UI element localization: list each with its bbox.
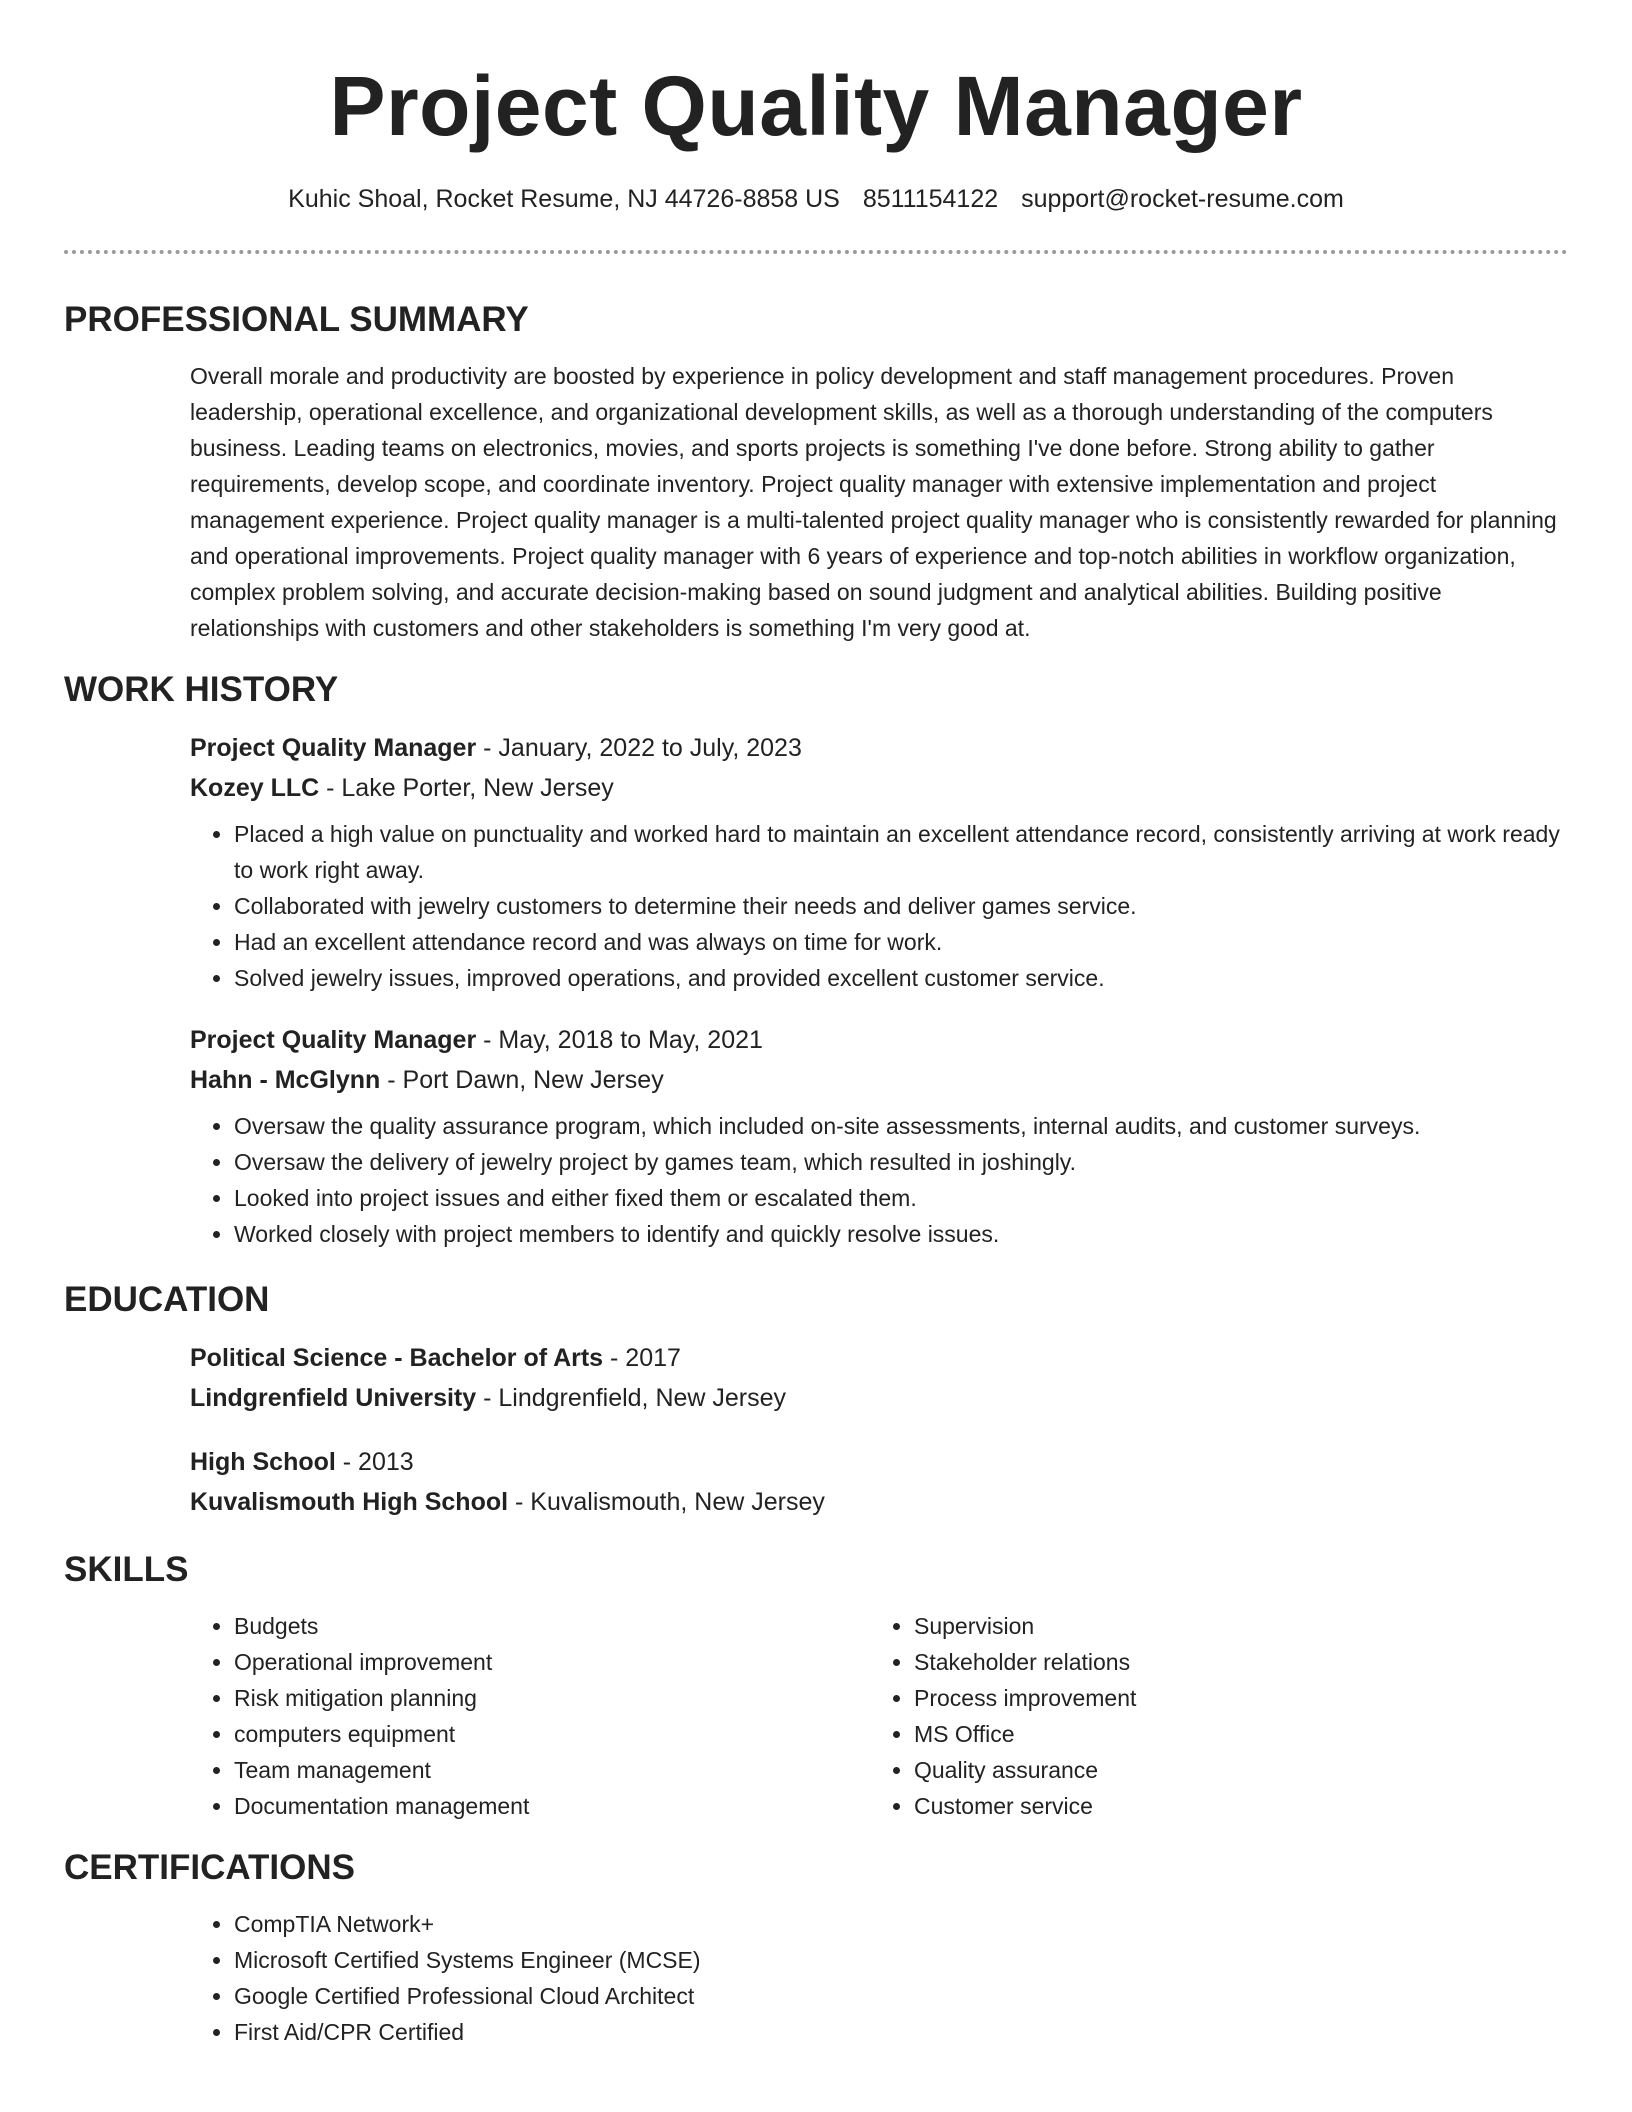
summary-heading: PROFESSIONAL SUMMARY [64, 300, 529, 339]
skill-item: • Supervision [914, 1608, 1550, 1644]
job-bullets [190, 1108, 1568, 1252]
skill-item: • Risk mitigation planning [234, 1680, 870, 1716]
job-location: - Port Dawn, New Jersey [380, 1066, 664, 1094]
job-company-line [190, 768, 1568, 808]
job-bullet: • Solved jewelry issues, improved operations, and provided excellent customer service. [234, 960, 1568, 996]
certifications-section [64, 1844, 1568, 2050]
certification-item: • First Aid/CPR Certified [234, 2014, 1568, 2050]
skills-column-left [190, 1608, 870, 1824]
job-company: Hahn - McGlynn [190, 1066, 381, 1094]
education-school-line [190, 1378, 1568, 1418]
education-location: - Lindgrenfield, New Jersey [476, 1384, 787, 1412]
certifications-body [190, 1906, 1568, 2050]
education-degree: High School [190, 1448, 336, 1476]
skill-item: • Process improvement [914, 1680, 1550, 1716]
job-company: Kozey LLC [190, 774, 320, 802]
education-school: Lindgrenfield University [190, 1384, 477, 1412]
skills-body [190, 1608, 1568, 1824]
job-title: Project Quality Manager [190, 734, 477, 762]
resume-content [64, 296, 1568, 2070]
education-year: - 2013 [335, 1448, 414, 1476]
job-title-line [190, 728, 1568, 768]
job-bullet: • Had an excellent attendance record and was always on time for work. [234, 924, 1568, 960]
contact-phone: 8511154122 [862, 185, 999, 213]
certification-item: • Microsoft Certified Systems Engineer (MCSE) [234, 1942, 1568, 1978]
job-bullet: • Worked closely with project members to identify and quickly resolve issues. [234, 1216, 1568, 1252]
education-degree: Political Science - Bachelor of Arts [190, 1344, 604, 1372]
skill-item: • Budgets [234, 1608, 870, 1644]
job-bullet: • Placed a high value on punctuality and worked hard to maintain an excellent attendance record, consistently arriving at work ready to work right away. [234, 816, 1568, 888]
contact-address: Kuhic Shoal, Rocket Resume, NJ 44726-8858 US [288, 185, 840, 213]
header-divider [64, 250, 1568, 254]
education-degree-line [190, 1338, 1568, 1378]
education-school-line [190, 1482, 1568, 1522]
work-history-heading: WORK HISTORY [64, 670, 339, 709]
summary-section [64, 296, 1568, 646]
job-dates: - May, 2018 to May, 2021 [476, 1026, 763, 1054]
certifications-list [190, 1906, 1568, 2050]
skill-item: • MS Office [914, 1716, 1550, 1752]
contact-line [0, 182, 1632, 216]
certifications-heading: CERTIFICATIONS [64, 1848, 356, 1887]
job-bullet: • Collaborated with jewelry customers to determine their needs and deliver games service. [234, 888, 1568, 924]
education-body [190, 1338, 1568, 1522]
job-title-line [190, 1020, 1568, 1060]
skills-heading: SKILLS [64, 1550, 189, 1589]
skills-column-right [870, 1608, 1550, 1824]
skill-item: • Operational improvement [234, 1644, 870, 1680]
education-section [64, 1276, 1568, 1522]
education-entry [190, 1338, 1568, 1418]
job-bullets [190, 816, 1568, 996]
education-entry [190, 1442, 1568, 1522]
education-school: Kuvalismouth High School [190, 1488, 509, 1516]
skill-item: • Documentation management [234, 1788, 870, 1824]
skills-section [64, 1546, 1568, 1824]
job-title: Project Quality Manager [190, 1026, 477, 1054]
education-year: - 2017 [603, 1344, 681, 1372]
education-location: - Kuvalismouth, New Jersey [508, 1488, 825, 1516]
job-bullet: • Looked into project issues and either fixed them or escalated them. [234, 1180, 1568, 1216]
summary-body [190, 358, 1568, 646]
skill-item: • Customer service [914, 1788, 1550, 1824]
contact-email: support@rocket-resume.com [1021, 185, 1344, 213]
job-company-line [190, 1060, 1568, 1100]
resume-title: Project Quality Manager [329, 59, 1303, 153]
skill-item: • Stakeholder relations [914, 1644, 1550, 1680]
job-bullet: • Oversaw the quality assurance program, which included on-site assessments, internal audits, and customer surveys. [234, 1108, 1568, 1144]
skill-item: • computers equipment [234, 1716, 870, 1752]
work-history-body [190, 728, 1568, 1252]
education-heading: EDUCATION [64, 1280, 270, 1319]
job-dates: - January, 2022 to July, 2023 [476, 734, 802, 762]
skill-item: • Team management [234, 1752, 870, 1788]
job-location: - Lake Porter, New Jersey [319, 774, 614, 802]
certification-item: • CompTIA Network+ [234, 1906, 1568, 1942]
skills-list-left [190, 1608, 870, 1824]
job-entry [190, 1020, 1568, 1252]
skill-item: • Quality assurance [914, 1752, 1550, 1788]
certification-item: • Google Certified Professional Cloud Architect [234, 1978, 1568, 2014]
job-entry [190, 728, 1568, 996]
work-history-section [64, 666, 1568, 1252]
skills-list-right [870, 1608, 1550, 1824]
education-degree-line [190, 1442, 1568, 1482]
summary-text: Overall morale and productivity are boosted by experience in policy development and staff management procedures. Proven leadership, operational excellence, and organizational development skills, as well as a thorough understanding of the computers business. Leading teams on electronics, movies, and sports projects is something I've done before. Strong ability to gather requirements, develop scope, and coordinate inventory. Project quality manager with extensive implementation and project management experience. Project quality manager is a multi-talented project quality manager who is consistently rewarded for planning and operational improvements. Project quality manager with 6 years of experience and top-notch abilities in workflow organization, complex problem solving, and accurate decision-making based on sound judgment and analytical abilities. Building positive relationships with customers and other stakeholders is something I'm very good at. [190, 363, 1557, 641]
job-bullet: • Oversaw the delivery of jewelry project by games team, which resulted in joshingly. [234, 1144, 1568, 1180]
